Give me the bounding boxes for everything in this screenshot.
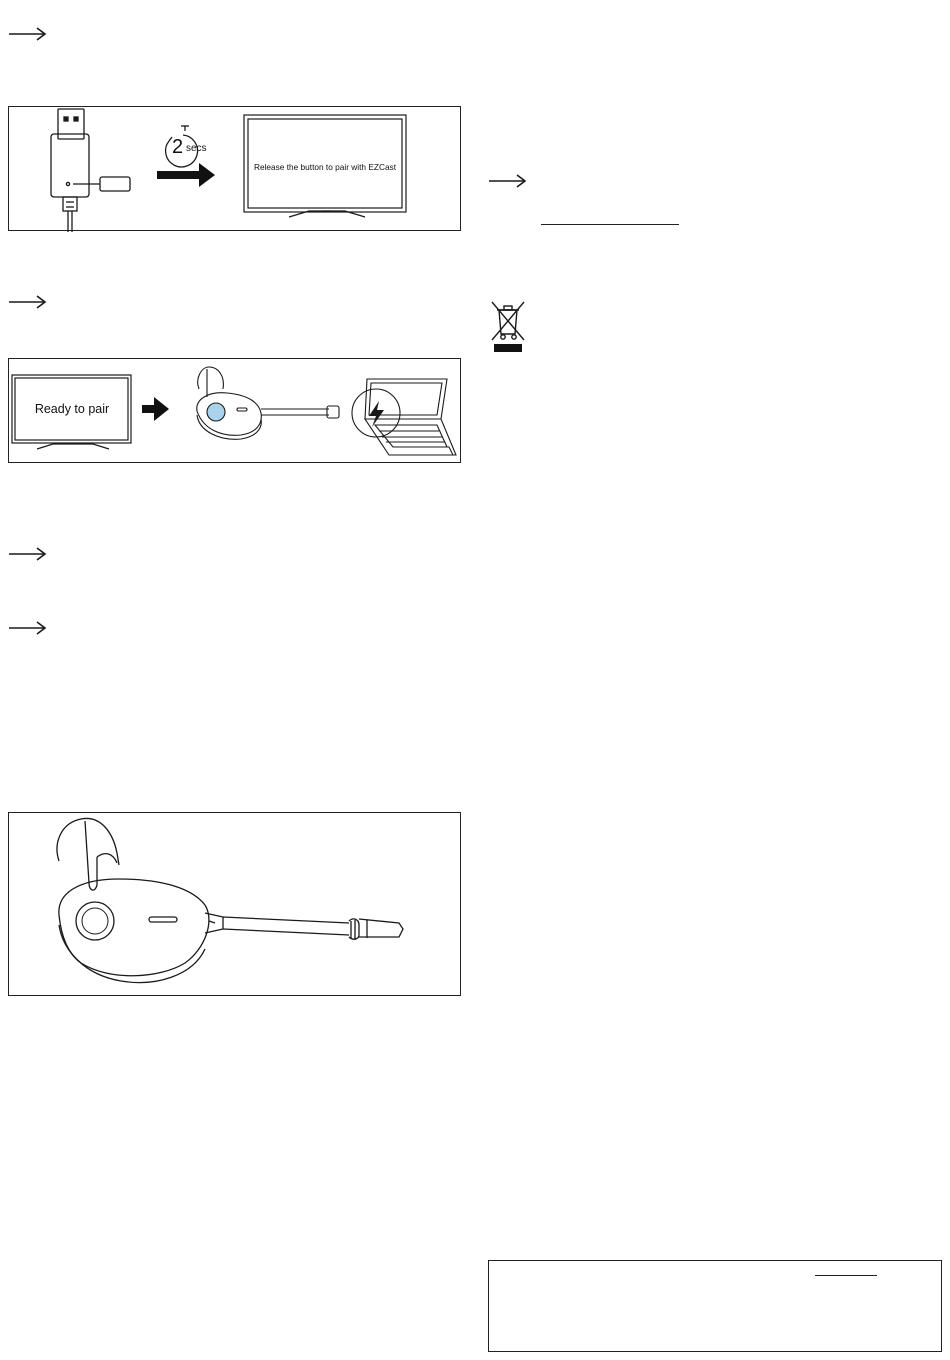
arrow-right-icon <box>8 620 48 636</box>
footer-info-box <box>488 1260 942 1352</box>
link-underline <box>541 224 679 225</box>
arrow-right-icon <box>8 294 48 310</box>
figure-ready-to-pair <box>8 358 461 463</box>
tv-message: Release the button to pair with EZCast <box>253 162 397 172</box>
tv-message: Ready to pair <box>34 402 110 416</box>
figure-pairing-release <box>8 106 461 231</box>
timer-unit: secs <box>186 143 207 154</box>
arrow-right-icon <box>8 546 48 562</box>
usb-dongle-illustration <box>51 109 130 232</box>
direction-arrow-icon <box>142 397 169 421</box>
arrow-right-icon <box>8 26 48 42</box>
timer-value: 2 <box>172 136 184 158</box>
figure-press-button <box>8 812 461 996</box>
lightning-icon <box>369 401 384 427</box>
arrow-right-icon <box>488 173 528 189</box>
link-underline <box>815 1275 877 1276</box>
weee-bin-icon <box>490 300 526 354</box>
transmitter-illustration <box>59 879 403 983</box>
